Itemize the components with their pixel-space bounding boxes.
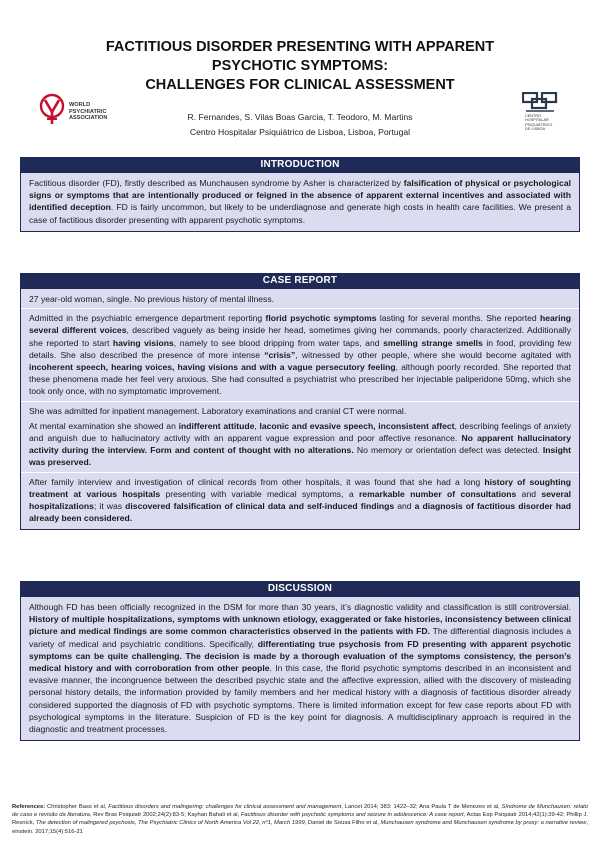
reference-title: Síndrome de Munchausen: relato de caso e revisão da literatura [12,804,588,819]
bold-text-run: incoherent speech, hearing voices, having visions and with a vague persecutory feeling [29,362,396,373]
affiliation: Centro Hospitalar Psiquiátrico de Lisboa, Lisboa, Portugal [189,127,411,137]
text-run: , describing feelings of anxiety and anguish due to hallucinatory activity with an apparent vague expression and poor affective resonance. [29,420,571,444]
text-run: 27 year-old woman, single. No previous history of mental illness. [29,294,275,304]
bold-text-run: hearing several different voices [29,313,572,336]
wpa-emblem-icon [36,92,68,126]
text-run: At mental examination she showed an [29,420,179,431]
reference-text-run: , Daniel de Sousa Filho et al, [304,820,381,827]
text-run: and [516,488,542,499]
paragraph-divider [21,308,579,309]
author-block [70,110,530,140]
bold-text-run: several hospitalizations [29,488,571,512]
bold-text-run: falsification of physical or psychological signs or symptoms that are intentionally produced or feigned in the absence of apparent external incentives and associated with identified deception [29,178,571,213]
bold-text-run: smelling strange smells [383,337,483,348]
text-run: She was admitted for inpatient management. Laboratory examinations and cranial CT were normal. [29,405,407,416]
reference-text-run: Christopher Bass et al, [45,804,109,810]
title-line-2: PSYCHOTIC SYMPTOMS: [211,58,389,74]
bold-text-run: a diagnosis of factitious disorder had already been considered. [29,501,571,524]
text-run: ; it was [93,501,126,512]
bold-text-run: “crisis” [264,349,296,360]
paragraph-divider [21,472,579,473]
paragraph-divider [21,401,579,402]
bold-text-run: florid psychotic symptoms [265,313,377,324]
text-run: . FD is fairly uncommon, but likely to be underdiagnose and generate high costs in health care facilities. We present a case of factitious disorder presenting with apparent psychotic symptoms. [29,202,571,225]
reference-text-run: , Lancet 2014; 383: 1422–32; Ana Paula T de Menezes et al, [341,804,502,810]
bold-text-run: discovered falsification of clinical data and self-induced findings [125,501,395,512]
text-run: presenting with variable medical symptoms, a [160,488,359,499]
discussion-section [20,581,580,741]
discussion-body [20,597,580,741]
bold-text-run: indifferent attitude [178,420,255,431]
references-label: References: [12,804,46,810]
reference-text-run: , Actas Esp Psiquiatr 2014;42(1):39-42; Phillip J. Resnick, [12,812,588,827]
case-paragraph-3 [29,405,571,417]
reference-title: The detection of malingered psychosis, The Psychiatric Clinics of North America Vol 22, nº1, March 1999 [35,820,305,827]
authors: R. Fernandes, S. Vilas Boas Garcia, T. Teodoro, M. Martins [187,112,413,122]
bold-text-run: History of multiple hospitalizations, symptoms with unknown etiology, exaggerated or fake histories, inconsistency between clinical picture and medical findings are some common characteristics observed in the patients with FD. [29,614,571,637]
text-run: lasting for several months. She reported [376,313,540,324]
text-run: Factitious disorder (FD), firstly described as Munchausen syndrome by Asher is characterized by [29,178,404,188]
text-run: , although poorly recorded. She reported that these phenomena made her feel very anxious. She had consulted a psychiatrist who prescribed her injectable paliperidone 50mg, which she took only once, with no symptomatic improvement. [29,362,571,397]
case-paragraph-1 [29,293,571,305]
text-run: , [254,420,260,431]
text-run: and [394,501,415,512]
text-run: , namely to see blood dripping from water taps, and [173,337,384,348]
bold-text-run: having visions [112,337,174,348]
case-report-section [20,273,580,530]
poster-title [70,38,530,95]
reference-text-run: , einstein. 2017;15(4):516-21 [12,820,588,835]
text-run: Admitted in the psychiatric emergence department reporting [29,313,266,324]
case-report-body [20,289,580,530]
text-run: , witnessed by other people, where she would become agitated with [295,349,571,360]
reference-text-run: , Rev Bras Psiquiatr 2002;24(2):83-5; Kayhan Bahali et al, [89,812,241,819]
bold-text-run: No apparent hallucinatory activity during the interview. Form and content of thought with no alterations. [29,433,571,456]
case-paragraph-4 [29,420,571,469]
text-run: No memory or orientation defect was detected. [353,445,543,456]
bold-text-run: laconic and evasive speech, inconsistent affect [259,420,455,431]
text-run: Although FD has been officially recognized in the DSM for more than 30 years, it’s diagnostic validity and classification is still controversial. [29,602,571,612]
chpl-logo [522,92,578,136]
text-run: The differential diagnosis includes a variety of medical and psychiatric conditions. Specifically, [29,626,571,649]
text-run: , described vaguely as being inside her head, sometimes giving her commands, poorly characterized. Additionally she reported to start [29,325,571,348]
introduction-heading: INTRODUCTION [20,157,580,173]
bold-text-run: remarkable number of consultations [358,488,517,499]
case-paragraph-2 [29,312,571,397]
discussion-paragraph [29,601,571,735]
references-text [12,804,588,835]
reference-title: Factitious disorder with psychotic symptoms and seizure in adolescence: A case report [240,812,464,819]
reference-title: Factitious disorders and malingering: challenges for clinical assessment and management [108,804,342,810]
wpa-logo-text: WORLD PSYCHIATRIC ASSOCIATION [69,102,108,122]
case-paragraph-5 [29,476,571,525]
case-report-heading: CASE REPORT [20,273,580,289]
text-run: . In this case, the florid psychotic symptoms described in an inconsistent and evasive manner, the incongruence between the described psychic state and the affective expression, allied with the discovery of misleading personal history details, the information provided by family members and her medical history with a diagnosis of factitious disorder already considered supported the diagnosis of FD with psychotic symptoms. There is limited information except for few case reports about FD with psychological symptoms in the literature. Suspicion of FD is the key point for diagnosis. A multidisciplinary approach is required in the diagnostic and treatment processes. [29,663,571,735]
title-line-1: FACTITIOUS DISORDER PRESENTING WITH APPARENT [105,39,495,55]
chpl-logo-text: CENTRO HOSPITALAR PSIQUIÁTRICO DE LISBOA [525,114,553,132]
text-run: After family interview and investigation of clinical records from other hospitals, it was found that she had a long [29,476,485,487]
reference-title: Munchausen syndrome and Munchausen syndrome by proxy: a narrative review [380,820,587,827]
bold-text-run: history of soughting treatment at various hospitals [29,476,571,499]
references [12,803,588,836]
introduction-section [20,157,580,232]
discussion-heading: DISCUSSION [20,581,580,597]
bold-text-run: differentiating true psychosis from FD presenting with apparent psychotic symptoms can be quite challenging. The decision is made by a thorough evaluation of the symptoms consistency, the person’s medical history and with corroboration from other people [29,638,572,674]
title-line-3: CHALLENGES FOR CLINICAL ASSESSMENT [145,77,455,93]
intro-paragraph [29,177,571,226]
text-run: in food, providing few details. She also described the presence of more intense [29,337,572,360]
introduction-body [20,173,580,232]
bold-text-run: Insight was preserved. [29,445,571,468]
